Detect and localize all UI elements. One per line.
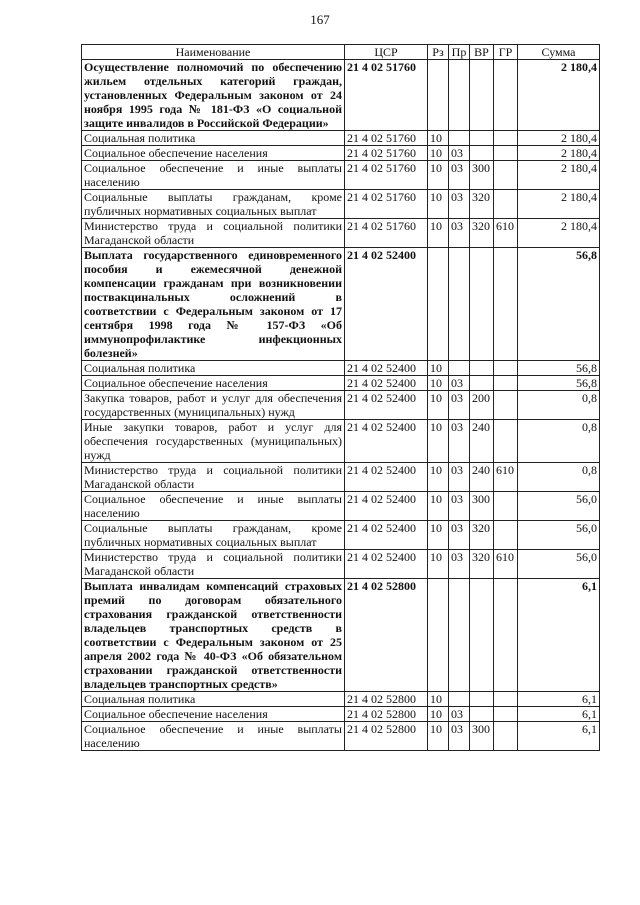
header-sum: Сумма <box>518 45 600 60</box>
cell-csr: 21 4 02 52400 <box>345 521 428 550</box>
cell-csr: 21 4 02 51760 <box>345 60 428 131</box>
cell-rz: 10 <box>428 376 449 391</box>
page-number: 167 <box>310 12 330 27</box>
cell-vr <box>470 376 494 391</box>
cell-sum: 6,1 <box>518 579 600 692</box>
cell-gr <box>494 579 518 692</box>
table-row-section <box>82 248 600 361</box>
table-row <box>82 420 600 463</box>
cell-csr: 21 4 02 51760 <box>345 161 428 190</box>
cell-rz: 10 <box>428 722 449 751</box>
cell-sum: 56,8 <box>518 376 600 391</box>
cell-csr: 21 4 02 52400 <box>345 550 428 579</box>
cell-gr <box>494 521 518 550</box>
cell-name: Министерство труда и социальной политики Магаданской области <box>82 550 345 579</box>
cell-vr: 200 <box>470 391 494 420</box>
cell-rz: 10 <box>428 550 449 579</box>
table-row <box>82 707 600 722</box>
table-row <box>82 146 600 161</box>
cell-sum: 2 180,4 <box>518 60 600 131</box>
cell-pr: 03 <box>449 463 470 492</box>
cell-csr: 21 4 02 52800 <box>345 722 428 751</box>
cell-rz: 10 <box>428 692 449 707</box>
cell-sum: 2 180,4 <box>518 131 600 146</box>
cell-gr <box>494 161 518 190</box>
cell-name: Иные закупки товаров, работ и услуг для обеспечения государственных (муниципальных) нужд <box>82 420 345 463</box>
cell-csr: 21 4 02 52400 <box>345 248 428 361</box>
cell-vr: 320 <box>470 219 494 248</box>
cell-csr: 21 4 02 52400 <box>345 391 428 420</box>
cell-vr: 300 <box>470 722 494 751</box>
header-name: Наименование <box>82 45 345 60</box>
cell-csr: 21 4 02 52400 <box>345 463 428 492</box>
cell-sum: 6,1 <box>518 692 600 707</box>
cell-sum: 6,1 <box>518 707 600 722</box>
cell-pr: 03 <box>449 391 470 420</box>
cell-csr: 21 4 02 52800 <box>345 707 428 722</box>
table-row <box>82 190 600 219</box>
table-row <box>82 550 600 579</box>
cell-rz: 10 <box>428 492 449 521</box>
cell-rz: 10 <box>428 391 449 420</box>
cell-sum: 56,0 <box>518 492 600 521</box>
cell-sum: 0,8 <box>518 463 600 492</box>
cell-sum: 2 180,4 <box>518 219 600 248</box>
cell-gr <box>494 722 518 751</box>
cell-vr <box>470 60 494 131</box>
cell-vr <box>470 707 494 722</box>
cell-name: Социальная политика <box>82 361 345 376</box>
cell-csr: 21 4 02 51760 <box>345 219 428 248</box>
cell-rz <box>428 579 449 692</box>
cell-csr: 21 4 02 52400 <box>345 420 428 463</box>
cell-pr: 03 <box>449 707 470 722</box>
cell-gr <box>494 420 518 463</box>
cell-name: Социальное обеспечение и иные выплаты населению <box>82 161 345 190</box>
cell-name: Социальные выплаты гражданам, кроме публичных нормативных социальных выплат <box>82 521 345 550</box>
header-vr: ВР <box>470 45 494 60</box>
cell-sum: 6,1 <box>518 722 600 751</box>
cell-gr <box>494 391 518 420</box>
cell-sum: 56,0 <box>518 550 600 579</box>
cell-vr <box>470 361 494 376</box>
cell-name: Социальная политика <box>82 692 345 707</box>
cell-name: Осуществление полномочий по обеспечению жильем отдельных категорий граждан, установленных Федеральным законом от 24 ноября 1995 года № 181-ФЗ «О социальной защите инвалидов в Российской Федерации» <box>82 60 345 131</box>
cell-rz: 10 <box>428 131 449 146</box>
cell-vr: 240 <box>470 420 494 463</box>
cell-rz: 10 <box>428 146 449 161</box>
cell-vr: 320 <box>470 550 494 579</box>
budget-table <box>81 44 600 751</box>
header-pr: Пр <box>449 45 470 60</box>
cell-sum: 56,0 <box>518 521 600 550</box>
cell-sum: 0,8 <box>518 420 600 463</box>
cell-vr <box>470 579 494 692</box>
table-body <box>82 60 600 751</box>
cell-csr: 21 4 02 51760 <box>345 190 428 219</box>
cell-rz: 10 <box>428 361 449 376</box>
cell-sum: 0,8 <box>518 391 600 420</box>
cell-pr: 03 <box>449 420 470 463</box>
cell-rz: 10 <box>428 219 449 248</box>
cell-gr <box>494 707 518 722</box>
cell-gr <box>494 376 518 391</box>
table-row-section <box>82 60 600 131</box>
cell-gr: 610 <box>494 219 518 248</box>
cell-vr <box>470 146 494 161</box>
table-row <box>82 521 600 550</box>
cell-name: Социальные выплаты гражданам, кроме публичных нормативных социальных выплат <box>82 190 345 219</box>
cell-sum: 2 180,4 <box>518 161 600 190</box>
table-row <box>82 391 600 420</box>
cell-name: Социальное обеспечение и иные выплаты населению <box>82 722 345 751</box>
cell-csr: 21 4 02 52400 <box>345 376 428 391</box>
cell-gr <box>494 248 518 361</box>
cell-name: Министерство труда и социальной политики Магаданской области <box>82 463 345 492</box>
table-row <box>82 492 600 521</box>
cell-vr <box>470 131 494 146</box>
cell-name: Министерство труда и социальной политики Магаданской области <box>82 219 345 248</box>
cell-gr <box>494 131 518 146</box>
cell-gr: 610 <box>494 463 518 492</box>
table-row <box>82 463 600 492</box>
cell-rz: 10 <box>428 161 449 190</box>
table-row-section <box>82 579 600 692</box>
cell-name: Выплата инвалидам компенсаций страховых премий по договорам обязательного страхования гражданской ответственности владельцев транспортных средств в соответствии с Федеральным законом от 25 апреля 2002 года № 40-ФЗ «Об обязательном страховании гражданской ответственности владельцев транспортных средств» <box>82 579 345 692</box>
cell-vr: 320 <box>470 521 494 550</box>
cell-gr <box>494 492 518 521</box>
table-row <box>82 219 600 248</box>
cell-gr <box>494 146 518 161</box>
cell-gr <box>494 60 518 131</box>
cell-name: Социальное обеспечение населения <box>82 707 345 722</box>
cell-rz: 10 <box>428 463 449 492</box>
cell-csr: 21 4 02 52400 <box>345 361 428 376</box>
cell-vr: 320 <box>470 190 494 219</box>
cell-pr: 03 <box>449 492 470 521</box>
table-row <box>82 692 600 707</box>
cell-pr: 03 <box>449 146 470 161</box>
header-rz: Рз <box>428 45 449 60</box>
cell-vr: 300 <box>470 161 494 190</box>
cell-pr: 03 <box>449 550 470 579</box>
cell-sum: 56,8 <box>518 248 600 361</box>
cell-rz: 10 <box>428 521 449 550</box>
cell-sum: 2 180,4 <box>518 190 600 219</box>
cell-pr: 03 <box>449 521 470 550</box>
cell-gr <box>494 692 518 707</box>
cell-gr <box>494 190 518 219</box>
cell-vr: 300 <box>470 492 494 521</box>
cell-sum: 2 180,4 <box>518 146 600 161</box>
cell-rz <box>428 60 449 131</box>
cell-csr: 21 4 02 52800 <box>345 692 428 707</box>
cell-pr: 03 <box>449 722 470 751</box>
table-row <box>82 722 600 751</box>
header-csr: ЦСР <box>345 45 428 60</box>
cell-pr: 03 <box>449 376 470 391</box>
cell-csr: 21 4 02 52400 <box>345 492 428 521</box>
cell-name: Выплата государственного единовременного пособия и ежемесячной денежной компенсации гражданам при возникновении поствакцинальных осложнений в соответствии с Федеральным законом от 17 сентября 1998 года № 157-ФЗ «Об иммунопрофилактике инфекционных болезней» <box>82 248 345 361</box>
cell-pr <box>449 131 470 146</box>
cell-name: Социальное обеспечение и иные выплаты населению <box>82 492 345 521</box>
cell-pr: 03 <box>449 219 470 248</box>
cell-csr: 21 4 02 51760 <box>345 146 428 161</box>
cell-rz: 10 <box>428 190 449 219</box>
cell-name: Социальная политика <box>82 131 345 146</box>
cell-pr <box>449 60 470 131</box>
cell-rz: 10 <box>428 707 449 722</box>
cell-vr <box>470 248 494 361</box>
cell-pr: 03 <box>449 161 470 190</box>
table-row <box>82 376 600 391</box>
cell-pr <box>449 692 470 707</box>
table-row <box>82 131 600 146</box>
cell-gr: 610 <box>494 550 518 579</box>
cell-rz <box>428 248 449 361</box>
cell-vr <box>470 692 494 707</box>
cell-vr: 240 <box>470 463 494 492</box>
cell-pr <box>449 579 470 692</box>
table-header-row <box>82 45 600 60</box>
cell-pr <box>449 248 470 361</box>
cell-sum: 56,8 <box>518 361 600 376</box>
cell-pr: 03 <box>449 190 470 219</box>
cell-csr: 21 4 02 52800 <box>345 579 428 692</box>
header-gr: ГР <box>494 45 518 60</box>
cell-csr: 21 4 02 51760 <box>345 131 428 146</box>
table-row <box>82 361 600 376</box>
cell-pr <box>449 361 470 376</box>
table-row <box>82 161 600 190</box>
cell-name: Закупка товаров, работ и услуг для обеспечения государственных (муниципальных) нужд <box>82 391 345 420</box>
cell-gr <box>494 361 518 376</box>
cell-rz: 10 <box>428 420 449 463</box>
cell-name: Социальное обеспечение населения <box>82 376 345 391</box>
cell-name: Социальное обеспечение населения <box>82 146 345 161</box>
